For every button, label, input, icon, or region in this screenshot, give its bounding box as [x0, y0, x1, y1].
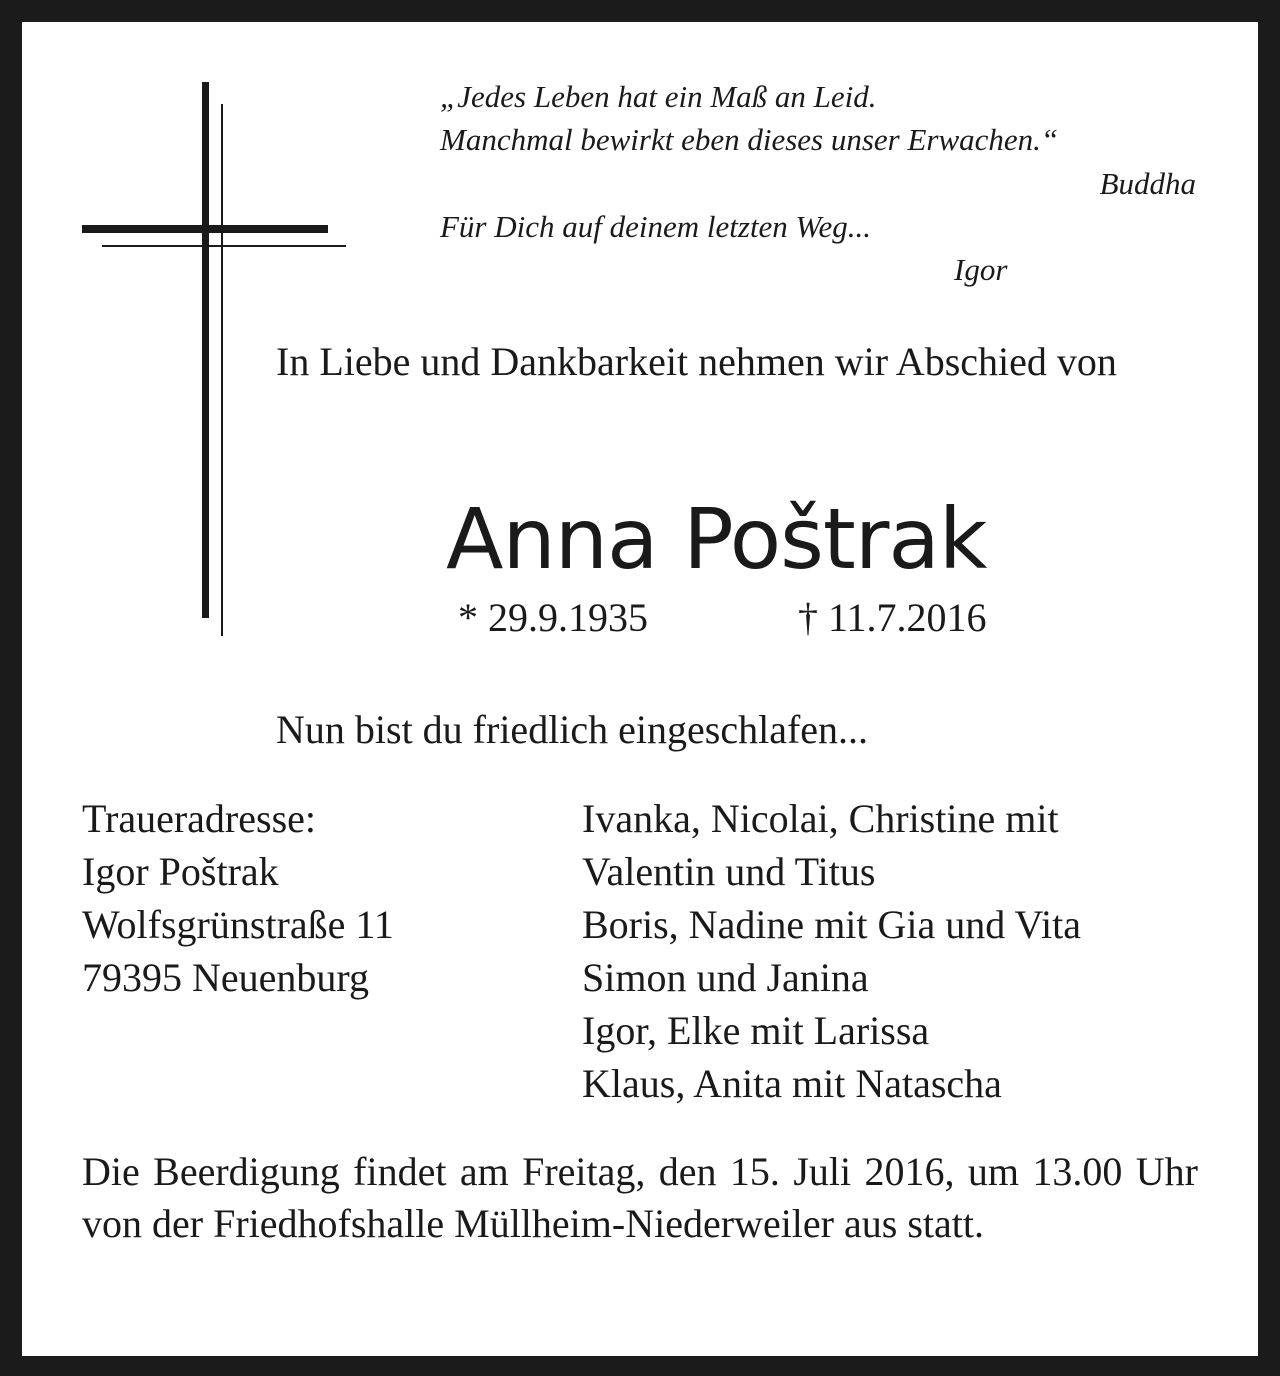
mourning-address	[82, 792, 542, 1004]
address-line: Igor Poštrak	[82, 849, 279, 894]
family-line: Klaus, Anita mit Natascha	[582, 1061, 1002, 1106]
quote-author: Buddha	[1099, 166, 1196, 201]
death-date: † 11.7.2016	[798, 595, 987, 640]
family-line: Igor, Elke mit Larissa	[582, 1008, 930, 1053]
address-line: 79395 Neuenburg	[82, 955, 369, 1000]
farewell-text: Nun bist du friedlich eingeschlafen...	[276, 707, 869, 752]
cross-horizontal-line	[102, 245, 346, 247]
deceased-name: Anna Poštrak	[446, 490, 987, 588]
family-line: Simon und Janina	[582, 955, 869, 1000]
quote-line-1: „Jedes Leben hat ein Maß an Leid.	[440, 79, 877, 114]
funeral-notice: Die Beerdigung findet am Freitag, den 15. Juli 2016, um 13.00 Uhr von der Friedhofshalle Müllheim-Niederweiler aus statt.	[82, 1149, 1198, 1246]
quote-line-2: Manchmal bewirkt eben dieses unser Erwachen.“	[440, 122, 1059, 157]
address-line: Traueradresse:	[82, 796, 317, 841]
cross-vertical-bar	[202, 82, 209, 618]
dedication-line: Für Dich auf deinem letzten Weg...	[440, 209, 872, 244]
cross-horizontal-bar	[82, 225, 328, 233]
family-line: Valentin und Titus	[582, 849, 876, 894]
intro-text: In Liebe und Dankbarkeit nehmen wir Abschied von	[276, 339, 1117, 384]
obituary-card	[22, 22, 1258, 1356]
address-line: Wolfsgrünstraße 11	[82, 902, 394, 947]
dedication-author: Igor	[954, 252, 1008, 287]
family-line: Boris, Nadine mit Gia und Vita	[582, 902, 1082, 947]
family-line: Ivanka, Nicolai, Christine mit	[582, 796, 1059, 841]
cross-vertical-line	[221, 104, 223, 636]
birth-date: * 29.9.1935	[458, 595, 648, 640]
family-list	[582, 792, 1222, 1110]
